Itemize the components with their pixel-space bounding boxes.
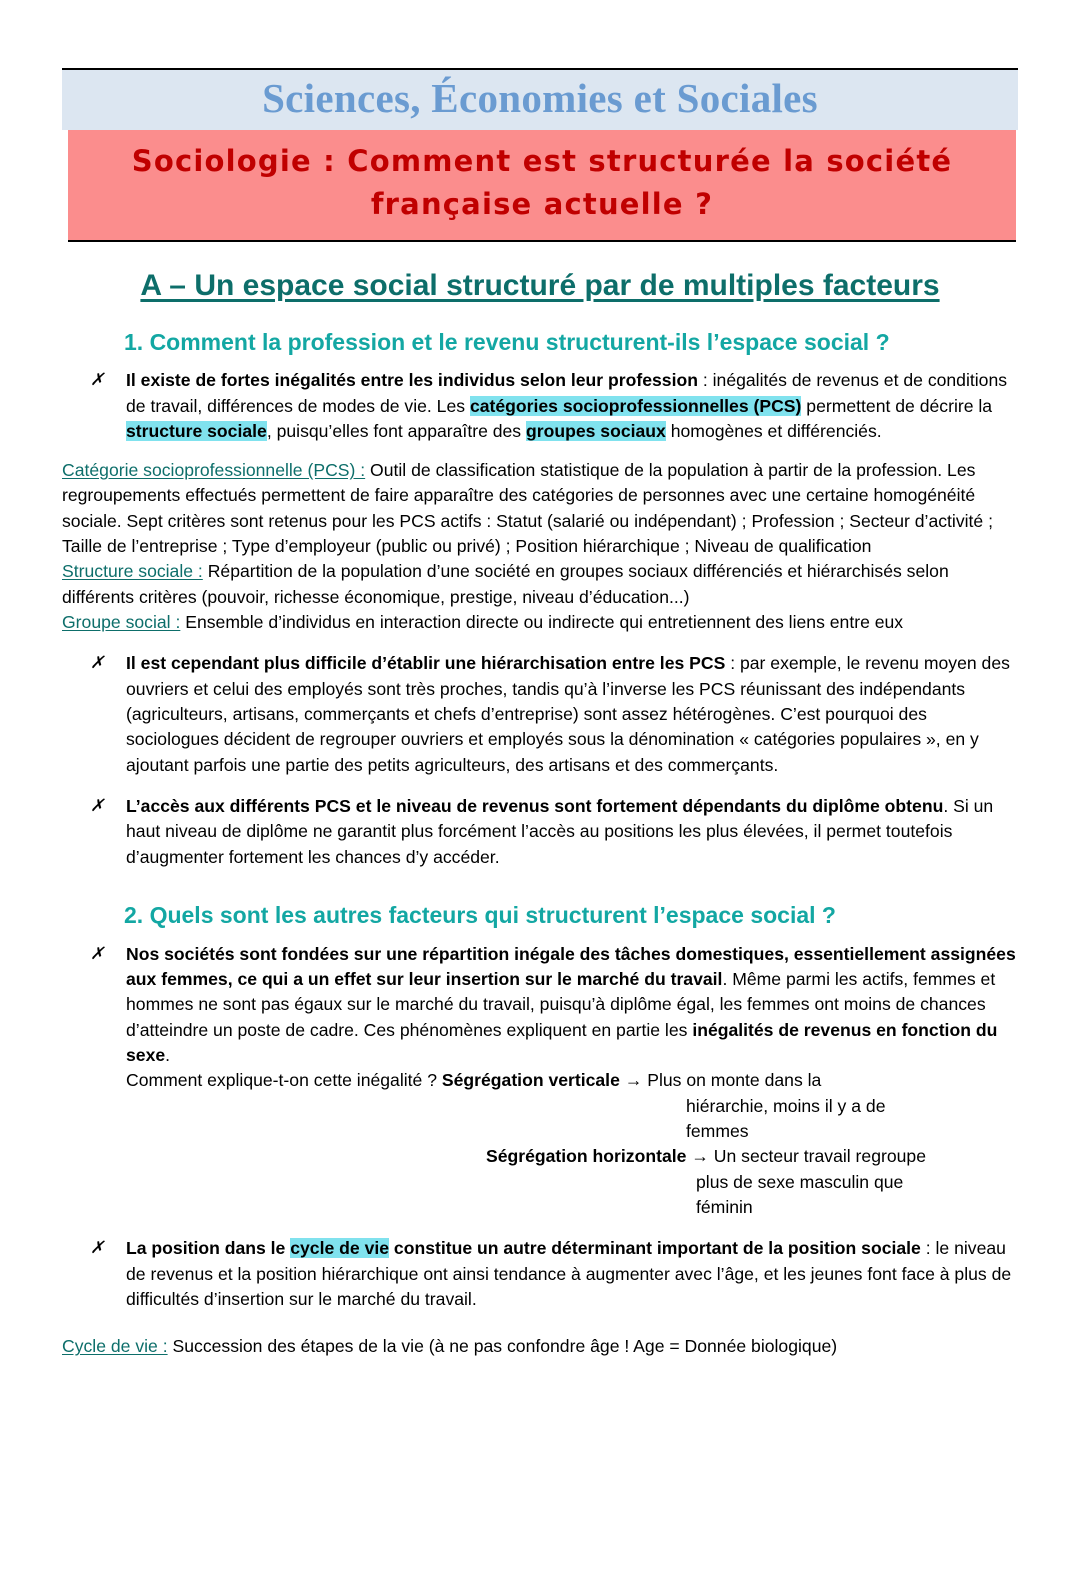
definition-cycle-de-vie bbox=[62, 1334, 1018, 1359]
bullet-marker-icon: ✗ bbox=[90, 943, 105, 963]
definition-term: Groupe social : bbox=[62, 612, 181, 633]
subtitle-banner bbox=[68, 130, 1016, 242]
bullet-text bbox=[126, 794, 1018, 870]
bullet-text bbox=[126, 368, 1018, 444]
title-banner bbox=[62, 68, 1018, 130]
definition-term: Cycle de vie : bbox=[62, 1336, 168, 1357]
bullet-rest: : inégalités de revenus et de conditions de travail, différences de modes de vie. Les bbox=[126, 370, 1008, 416]
bullet-bold-inegalites: inégalités de revenus en fonction du sexe bbox=[126, 1019, 998, 1065]
list-item bbox=[84, 651, 1018, 778]
bullet-rest: permettent de décrire la bbox=[801, 395, 993, 416]
bullet-marker-icon: ✗ bbox=[90, 1238, 105, 1258]
segregation-vertical-line2: hiérarchie, moins il y a de bbox=[686, 1095, 886, 1116]
list-item bbox=[84, 942, 1018, 1221]
bullet-rest: homogènes et différenciés. bbox=[665, 420, 882, 441]
definitions-block bbox=[62, 458, 1018, 635]
bullet-marker-icon: ✗ bbox=[90, 370, 105, 390]
bullet-marker-icon: ✗ bbox=[90, 796, 105, 816]
bullet-bold-lead: L’accès aux différents PCS et le niveau de revenus sont fortement dépendants du diplôme obtenu bbox=[126, 796, 944, 817]
bullet-bold-lead: Il existe de fortes inégalités entre les individus selon leur profession bbox=[126, 370, 698, 391]
segregation-block bbox=[126, 1070, 1018, 1220]
subsection-1-heading: 1. Comment la profession et le revenu structurent-ils l’espace social ? bbox=[124, 328, 890, 355]
bullet-bold-lead-cont: constitue un autre déterminant important de la position sociale bbox=[389, 1238, 921, 1259]
definition-body: Outil de classification statistique de la population à partir de la profession. Les regroupements effectués permettent de faire apparaître des catégories de personnes avec une certaine homogénéité sociale. Sept critères sont retenus pour les PCS actifs : Statut (salarié ou indépendant) ; Profession ; Secteur d’activité ; Taille de l’entreprise ; Type d’employeur (public ou privé) ; Position hiérarchique ; Niveau de qualification bbox=[62, 460, 993, 557]
subsection-2-heading: 2. Quels sont les autres facteurs qui structurent l’espace social ? bbox=[124, 902, 836, 929]
bullet-rest: . bbox=[165, 1044, 171, 1065]
segregation-horizontal-line3: féminin bbox=[696, 1196, 753, 1217]
highlight-term-pcs: catégories socioprofessionnelles (PCS) bbox=[469, 395, 802, 416]
segregation-vertical-line3: femmes bbox=[686, 1120, 749, 1141]
definition-body: Répartition de la population d’une société en groupes sociaux différenciés et hiérarchisés selon différents critères (pouvoir, richesse économique, prestige, niveau d’éducation...) bbox=[62, 561, 949, 607]
segregation-horizontal-row bbox=[126, 1144, 1018, 1169]
segregation-vertical-term: Ségrégation verticale bbox=[441, 1070, 620, 1091]
bullet-text bbox=[126, 942, 1018, 1221]
bullet-marker-icon: ✗ bbox=[90, 653, 105, 673]
definition-term: Structure sociale : bbox=[62, 561, 203, 582]
bullet-bold-lead: Nos sociétés sont fondées sur une répartition inégale des tâches domestiques, essentiellement assignées aux femmes, ce qui a un effet sur leur insertion sur le marché du travail bbox=[126, 943, 1016, 989]
definition-body: Succession des étapes de la vie (à ne pas confondre âge ! Age = Donnée biologique) bbox=[167, 1336, 838, 1357]
highlight-term-structure-sociale: structure sociale bbox=[126, 420, 267, 441]
segregation-question: Comment explique-t-on cette inégalité ? bbox=[126, 1070, 442, 1091]
segregation-horizontal-term: Ségrégation horizontale bbox=[486, 1146, 687, 1167]
list-item bbox=[84, 1236, 1018, 1312]
definition-pcs bbox=[62, 458, 1018, 559]
bullet-rest: . Si un haut niveau de diplôme ne garantit plus forcément l’accès au positions les plus élevées, il permet toutefois d’augmenter fortement les chances d’y accéder. bbox=[126, 796, 994, 867]
bullet-bold-lead: La position dans le bbox=[126, 1238, 291, 1259]
bullet-rest: , puisqu’elles font apparaître des bbox=[266, 420, 526, 441]
definition-term: Catégorie socioprofessionnelle (PCS) : bbox=[62, 460, 366, 481]
document-subtitle: Sociologie : Comment est structurée la société française actuelle ? bbox=[131, 144, 953, 222]
bullet-text bbox=[126, 651, 1018, 778]
highlight-term-groupes-sociaux: groupes sociaux bbox=[526, 420, 666, 441]
highlight-term-cycle-de-vie: cycle de vie bbox=[290, 1238, 390, 1259]
definition-body: Ensemble d’individus en interaction directe ou indirecte qui entretiennent des liens entre eux bbox=[180, 612, 904, 633]
bullet-rest: : le niveau de revenus et la position hiérarchique ont ainsi tendance à augmenter avec l’âge, et les jeunes font face à plus de difficultés d’insertion sur le marché du travail. bbox=[126, 1238, 1012, 1309]
list-item bbox=[84, 368, 1018, 444]
definition-groupe-social bbox=[62, 610, 1018, 635]
definition-structure-sociale bbox=[62, 559, 1018, 610]
segregation-horizontal-arrow: → Un secteur travail regroupe bbox=[686, 1146, 926, 1167]
bullet-rest: . Même parmi les actifs, femmes et hommes ne sont pas égaux sur le marché du travail, puisqu’à diplôme égal, les femmes ont moins de chances d’atteindre un poste de cadre. Ces phénomènes expliquent en partie les bbox=[126, 969, 996, 1040]
segregation-vertical-arrow: → Plus on monte dans la bbox=[619, 1070, 822, 1091]
segregation-horizontal-line2: plus de sexe masculin que bbox=[696, 1171, 904, 1192]
section-a-heading: A – Un espace social structuré par de multiples facteurs bbox=[140, 269, 940, 303]
bullet-bold-lead: Il est cependant plus difficile d’établir une hiérarchisation entre les PCS bbox=[126, 653, 726, 674]
document-page bbox=[0, 68, 1080, 1594]
document-title: Sciences, Économies et Sociales bbox=[262, 75, 818, 121]
list-item bbox=[84, 794, 1018, 870]
bullet-rest: : par exemple, le revenu moyen des ouvriers et celui des employés sont très proches, tandis qu’à l’inverse les PCS réunissant des indépendants (agriculteurs, artisans, commerçants et chefs d’entreprise) sont assez hétérogènes. C’est pourquoi des sociologues décident de regrouper ouvriers et employés sous la dénomination « catégories populaires », en y ajoutant parfois une partie des petits agriculteurs, des artisans et des commerçants. bbox=[126, 653, 1010, 775]
bullet-text bbox=[126, 1236, 1018, 1312]
